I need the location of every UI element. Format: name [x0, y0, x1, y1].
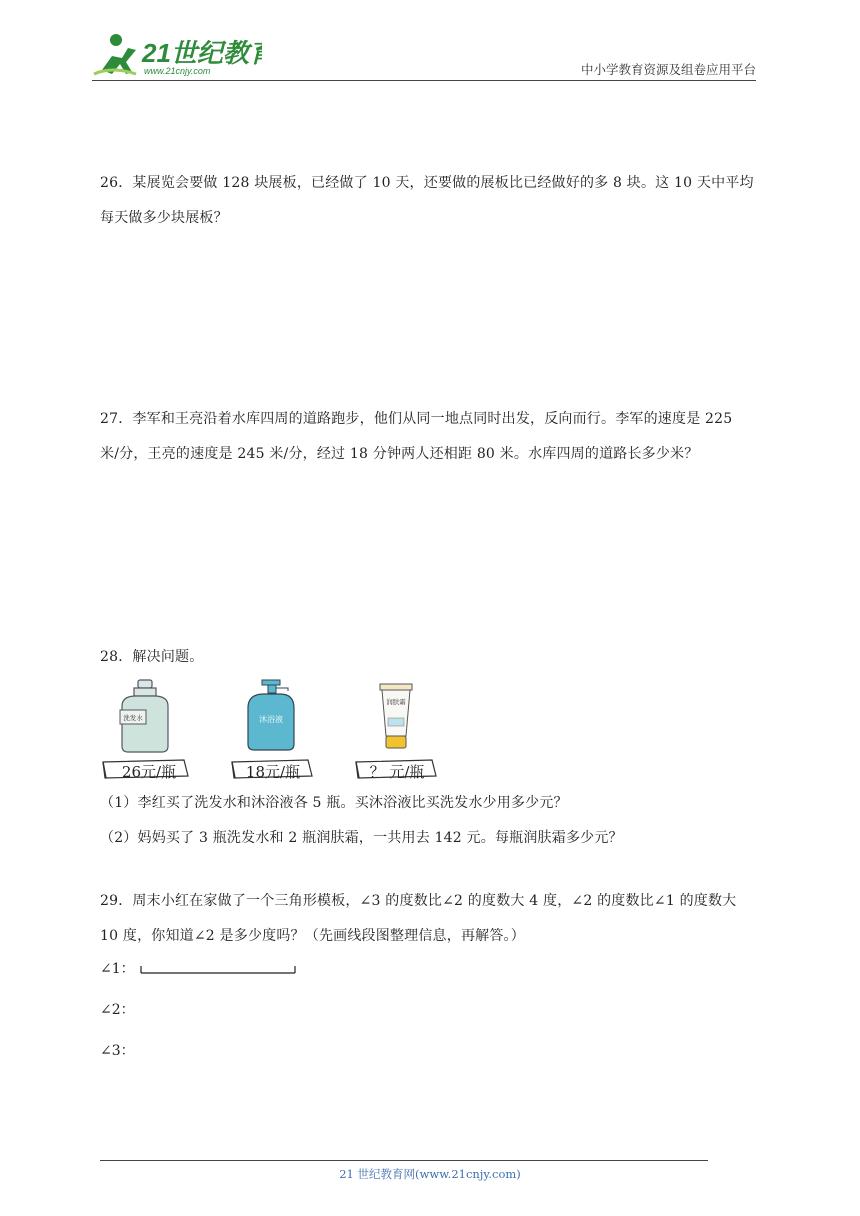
platform-title: 中小学教育资源及组卷应用平台	[580, 62, 756, 77]
question-28-title: 28．解决问题。	[100, 649, 204, 665]
product-lotion	[354, 678, 444, 790]
site-logo[interactable]	[92, 30, 262, 82]
question-28	[100, 640, 764, 675]
question-27	[100, 402, 764, 472]
logo-text: 21世纪教育	[142, 38, 262, 68]
product-shower-gel	[230, 678, 320, 790]
footer-link[interactable]: 21 世纪教育网(www.21cnjy.com)	[339, 1167, 521, 1181]
angle-2-row	[100, 999, 135, 1019]
question-29-line-1: 29．周末小红在家做了一个三角形模板，∠3 的度数比∠2 的度数大 4 度，∠2 的度数比∠1 的度数大	[100, 893, 737, 909]
product-shampoo	[100, 678, 190, 790]
question-29	[100, 884, 764, 954]
shampoo-label: 洗发水	[123, 714, 143, 722]
question-28-sub-2: （2）妈妈买了 3 瓶洗发水和 2 瓶润肤霜，一共用去 142 元。每瓶润肤霜多少元？	[100, 830, 623, 846]
angle-3-row	[100, 1040, 135, 1060]
question-27-line-2: 米/分，王亮的速度是 245 米/分，经过 18 分钟两人还相距 80 米。水库四周的道路长多少米？	[100, 446, 699, 462]
logo-url: www.21cnjy.com	[144, 66, 211, 76]
angle-1-row	[100, 958, 135, 978]
question-28-subquestions	[100, 786, 764, 856]
angle-3-label: ∠3：	[100, 1043, 135, 1059]
question-28-sub-1: （1）李红买了洗发水和沐浴液各 5 瓶。买沐浴液比买洗发水少用多少元？	[100, 795, 568, 811]
shower-gel-label: 沐浴液	[259, 715, 283, 724]
angle-1-label: ∠1：	[100, 961, 135, 977]
question-26-line-2: 每天做多少块展板？	[100, 210, 228, 226]
runner-logo-icon	[92, 30, 262, 82]
question-27-line-1: 27．李军和王亮沿着水库四周的道路跑步，他们从同一地点同时出发，反向而行。李军的速度是 225	[100, 411, 733, 427]
angle-1-segment	[140, 962, 296, 976]
shampoo-price: 26元/瓶	[121, 763, 177, 781]
angle-2-label: ∠2：	[100, 1002, 135, 1018]
question-26-line-1: 26．某展览会要做 128 块展板，已经做了 10 天，还要做的展板比已经做好的多 8 块。这 10 天中平均	[100, 175, 754, 191]
shower-gel-price: 18元/瓶	[245, 763, 301, 781]
question-26	[100, 166, 764, 236]
lotion-price: ？ 元/瓶	[369, 763, 425, 781]
footer-divider	[100, 1160, 708, 1161]
question-29-line-2: 10 度，你知道∠2 是多少度吗？（先画线段图整理信息，再解答。）	[100, 928, 525, 944]
lotion-label: 润肤霜	[386, 698, 406, 706]
header-divider	[92, 80, 756, 81]
